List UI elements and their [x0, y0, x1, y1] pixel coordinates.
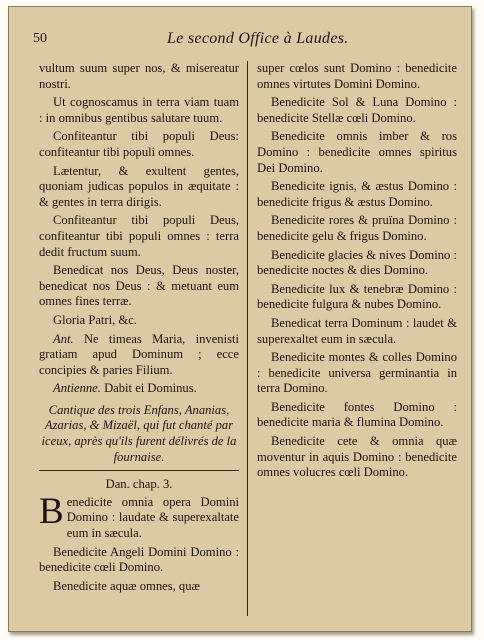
paragraph: Benedicite ignis, & æstus Domino : benedicite frigus & æstus Domino. — [257, 179, 457, 209]
section-rule — [39, 470, 239, 471]
chapter-reference: Dan. chap. 3. — [105, 477, 173, 492]
left-column — [39, 61, 239, 597]
canticle-first-verse — [39, 490, 239, 542]
paragraph: Lætentur, & exultent gentes, quoniam judicas populos in æquitate : & gentes in terra dirigis. — [39, 163, 239, 209]
book-page — [8, 6, 472, 632]
antiphon-label: Ant. — [53, 331, 74, 346]
paragraph: super cœlos sunt Domino : benedicite omnes virtutes Domini Domino. — [257, 61, 457, 91]
paragraph: Confiteantur tibi populi Deus, confiteantur tibi populi omnes : terra dedit fructum suum. — [39, 213, 239, 259]
paragraph: Benedicite cete & omnia quæ moventur in aquis Domino : benedicite omnes volucres cœli Domino. — [257, 434, 457, 480]
running-head — [9, 7, 471, 51]
paragraph: Benedicite glacies & nives Domino : benedicite noctes & dies Domino. — [257, 247, 457, 278]
paragraph: Benedicite rores & pruïna Domino : benedicite gelu & frigus Domino. — [257, 213, 457, 243]
paragraph: Benedicat nos Deus, Deus noster, benedicat nos Deus : & metuant eum omnes fines terræ. — [39, 263, 239, 309]
paragraph: Benedicite aquæ omnes, quæ — [53, 578, 200, 593]
paragraph: Benedicite Angeli Domini Domino : benedicite cœli Domino. — [39, 544, 239, 575]
paragraph: Benedicite montes & colles Domino : benedicite universa germinantia in terra Domino. — [257, 350, 457, 396]
antienne-text: Dabit ei Dominus. — [100, 381, 197, 396]
drop-cap: B — [39, 490, 64, 532]
paragraph: Benedicite lux & tenebræ Domino : benedicite fulgura & nubes Domino. — [257, 281, 457, 312]
page-number: 50 — [33, 31, 47, 46]
paragraph: Benedicite Sol & Luna Domino : benedicite Stellæ cœli Domino. — [257, 95, 457, 125]
paragraph: Benedicite fontes Domino : benedicite maria & flumina Domino. — [257, 399, 457, 430]
paragraph: Benedicat terra Dominum : laudet & superexaltet eum in sæcula. — [257, 315, 457, 346]
antienne-label: Antienne. — [53, 381, 101, 396]
canticle-title: Cantique des trois Enfans, Ananias, Azarias, & Mizaël, qui fut chanté par iceux, après qu'ils furent délivrés de la fournaise. — [41, 402, 237, 464]
antiphon-text: Ne timeas Maria, invenisti gratiam apud Dominum ; ecce concipies & paries Filium. — [39, 331, 239, 377]
paragraph: vultum suum super nos, & misereatur nostri. — [39, 61, 239, 91]
paragraph: Benedicite omnis imber & ros Domino : benedicite omnes spiritus Dei Domino. — [257, 129, 457, 175]
antiphon — [39, 332, 239, 379]
right-column — [257, 61, 457, 484]
column-divider — [247, 61, 248, 616]
paragraph: Gloria Patri, &c. — [53, 312, 137, 327]
verse-text: enedicite omnia opera Domini Domino : laudate & superexaltate eum in sæcula. — [66, 494, 239, 541]
paragraph: Confiteantur tibi populi Deus: confiteantur tibi populi omnes. — [39, 129, 239, 159]
antiphon-french — [39, 381, 239, 397]
running-title: Le second Office à Laudes. — [167, 30, 349, 47]
paragraph: Ut cognoscamus in terra viam tuam : in omnibus gentibus salutare tuum. — [39, 95, 239, 125]
